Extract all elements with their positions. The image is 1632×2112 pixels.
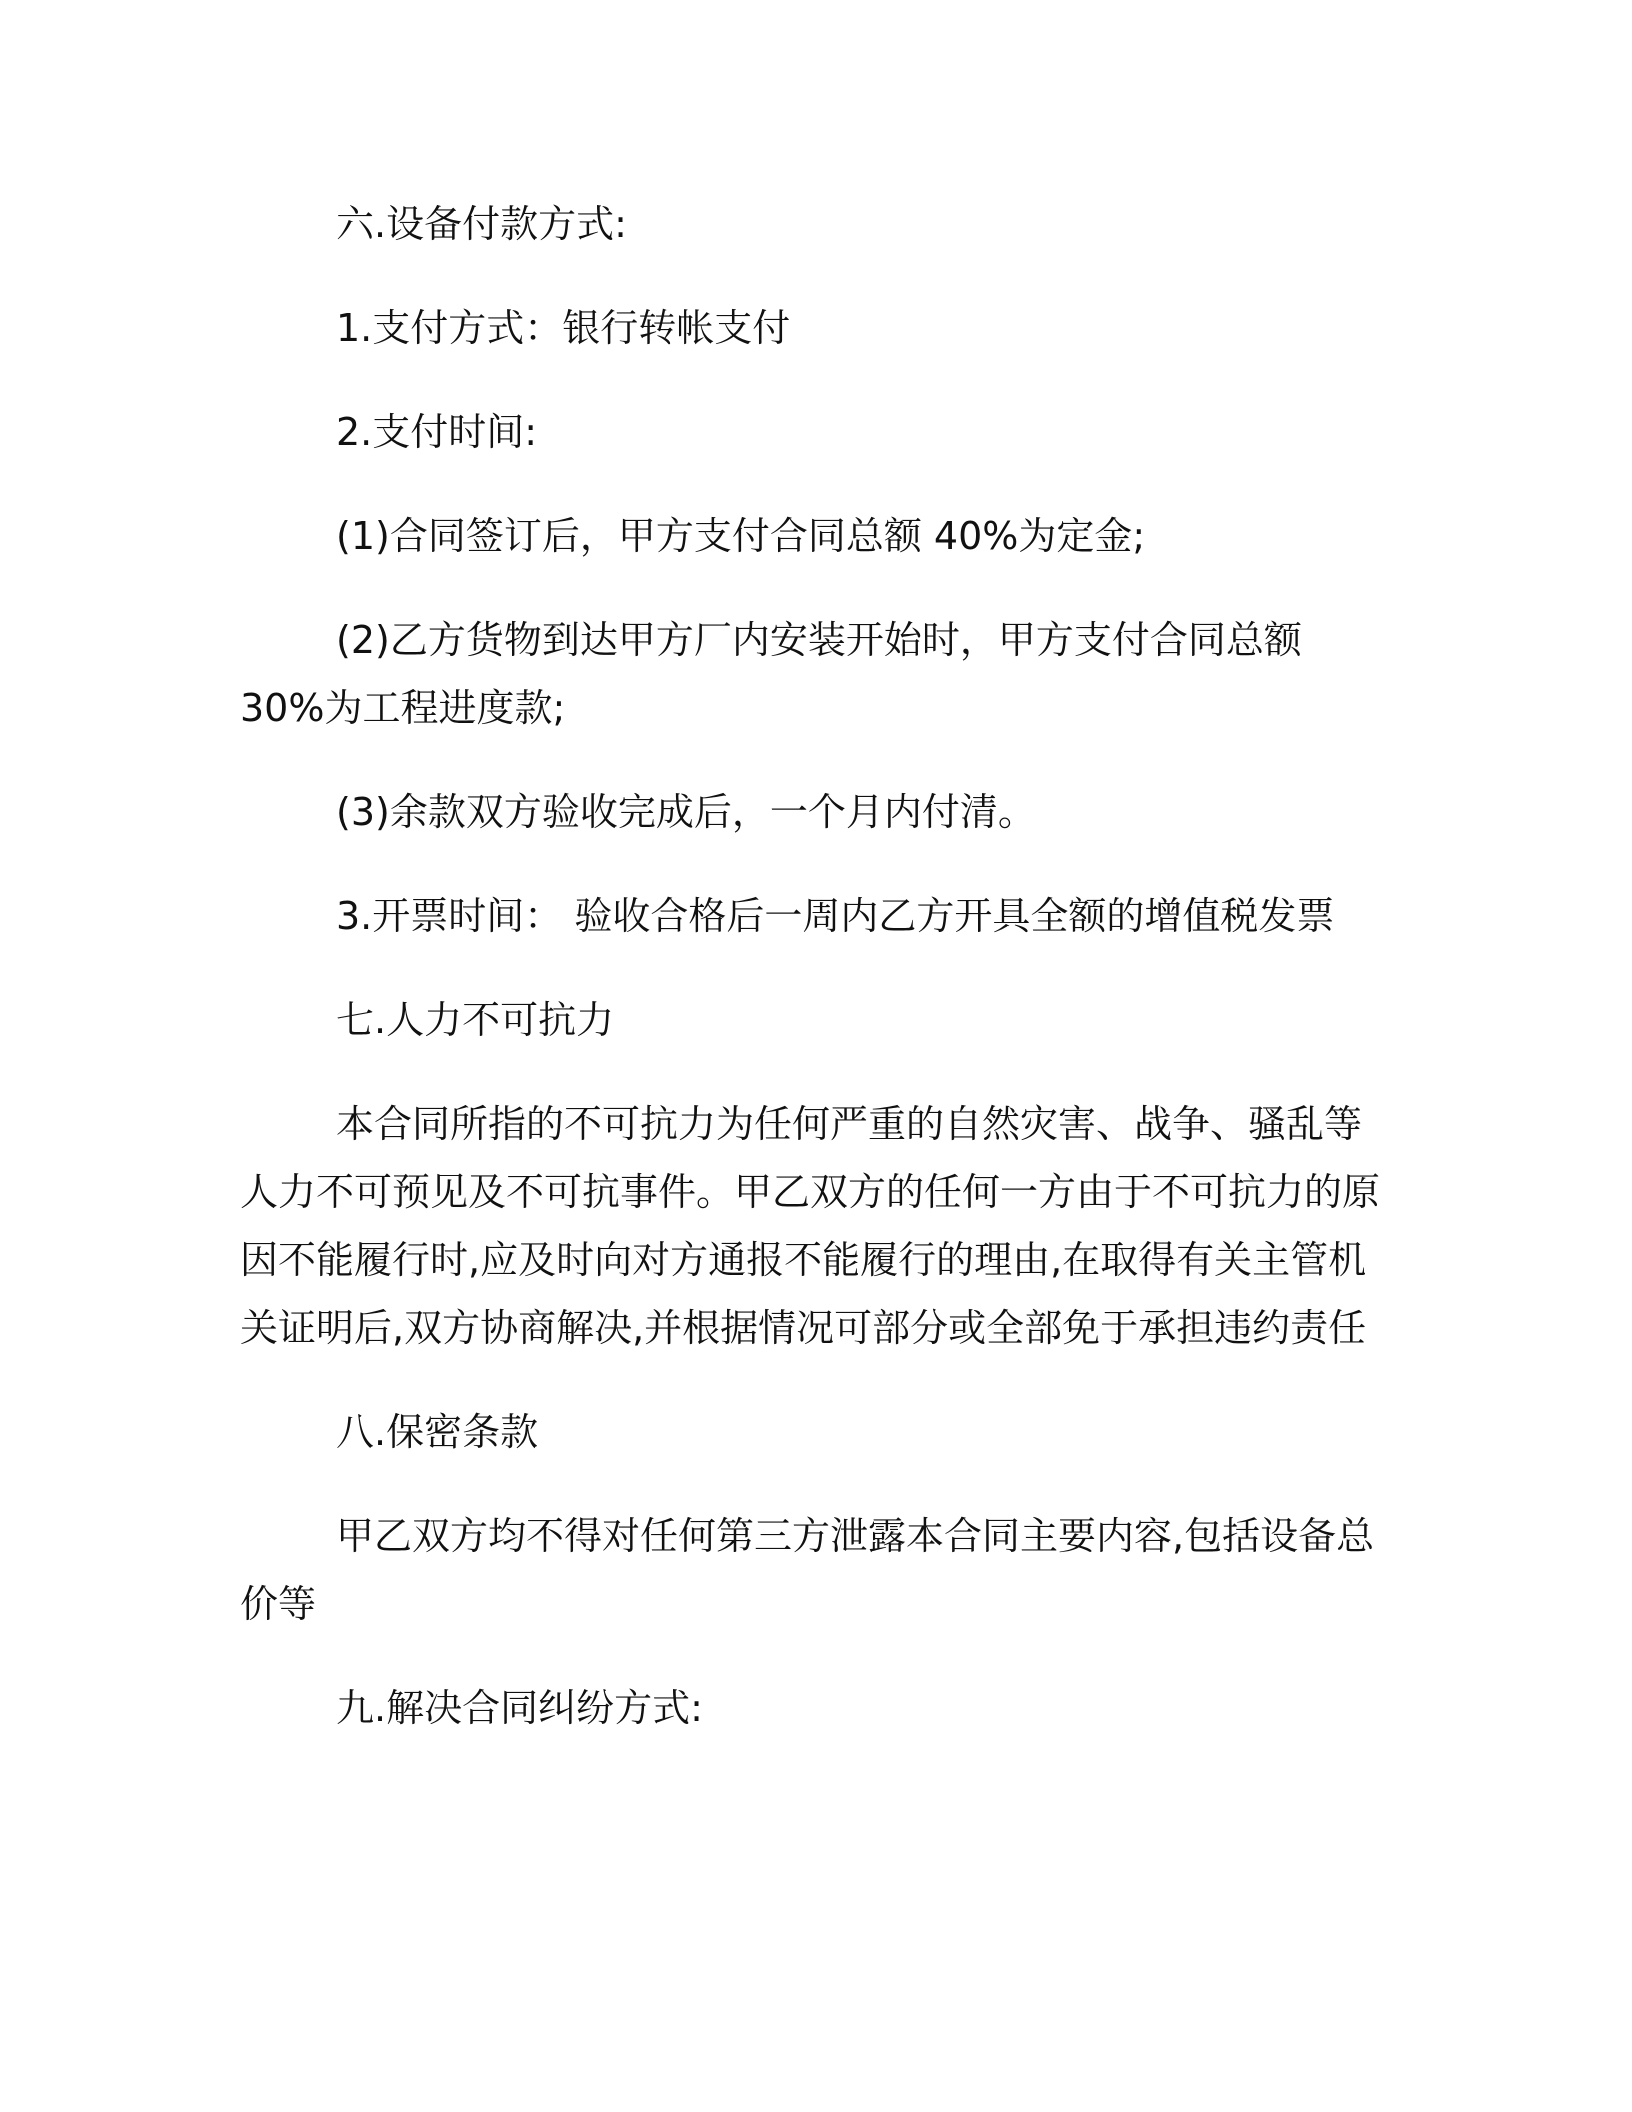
payment-term-1: (1)合同签订后，甲方支付合同总额 40%为定金; <box>336 514 1146 558</box>
confidentiality-text: 甲乙双方均不得对任何第三方泄露本合同主要内容,包括设备总价等 <box>240 1514 1375 1626</box>
payment-term-2: (2)乙方货物到达甲方厂内安装开始时，甲方支付合同总额 30%为工程进度款; <box>240 618 1314 730</box>
payment-time-heading: 2.支付时间: <box>336 410 538 454</box>
section-heading-payment: 六.设备付款方式: <box>336 202 627 246</box>
invoice-time: 3.开票时间： 验收合格后一周内乙方开具全额的增值税发票 <box>336 894 1335 938</box>
section-heading-confidentiality: 八.保密条款 <box>336 1410 539 1454</box>
force-majeure-text: 本合同所指的不可抗力为任何严重的自然灾害、战争、骚乱等人力不可预见及不可抗事件。甲乙双方的任何一方由于不可抗力的原因不能履行时,应及时向对方通报不能履行的理由,在取得有关主管机关证明后,双方协商解决,并根据情况可部分或全部免于承担违约责任 <box>240 1102 1381 1350</box>
document-body <box>240 190 1380 1778</box>
payment-term-3: (3)余款双方验收完成后，一个月内付清。 <box>336 790 1036 834</box>
section-heading-dispute: 九.解决合同纠纷方式: <box>336 1686 703 1730</box>
section-heading-force-majeure: 七.人力不可抗力 <box>336 998 615 1042</box>
payment-method: 1.支付方式：银行转帐支付 <box>336 306 791 350</box>
